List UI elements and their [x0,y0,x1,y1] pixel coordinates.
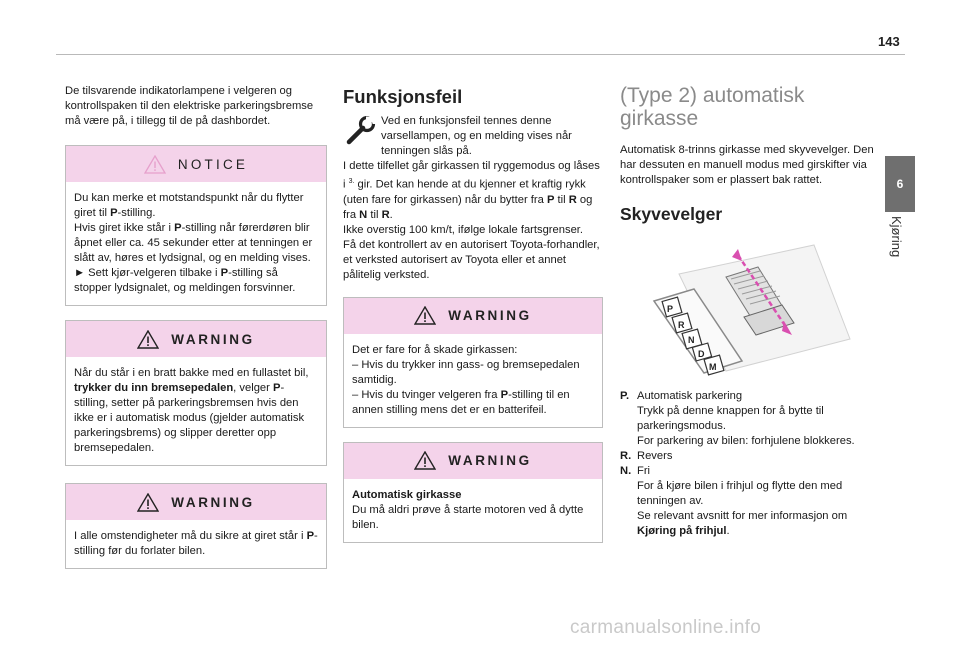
warning-box-1 [65,320,327,466]
chapter-number: 6 [896,177,904,191]
chapter-tab[interactable] [885,156,915,212]
fault-p4: Få det kontrollert av en autorisert Toyota-forhandler, et verksted autorisert av Toyota eller et annet pålitelig verksted. [343,238,600,281]
top-rule [56,54,905,55]
legend-text-n: Fri For å kjøre bilen i frihjul og flytte den med tenningen av. Se relevant avsnitt for mer informasjon om Kjøring på frihjul. [637,465,848,537]
warning-title-3: WARNING [448,308,532,324]
selector-letter-p: P [667,304,674,314]
fault-paragraph [343,114,603,283]
warning-header-1 [66,321,326,357]
gear-selector-drawing [634,239,854,377]
chapter-title: Kjøring [889,216,904,258]
fault-p2: I dette tilfellet går girkassen til ryggemodus og låses i $^{3.}$ gir. Det kan hende at du kjenner et kraftig rykk (uten fare for girkassen) når du bytter fra P til R og fra N til R. [343,160,600,221]
notice-box [65,145,327,306]
page-number: 143 [878,34,900,49]
warning-body-2 [66,520,326,568]
section-heading-funksjonsfeil: Funksjonsfeil [343,86,463,107]
column-2 [343,86,603,543]
warning3-line-3: – Hvis du tvinger velgeren fra P-stilling til en annen stilling mens det er en batterifeil. [352,388,570,416]
warning4-bold: Automatisk girkasse [352,488,462,501]
warning-box-4 [343,442,603,543]
legend-key-n: N. [620,465,632,477]
warning-header-2 [66,484,326,520]
notice-line-3: ► Sett kjør-velgeren tilbake i P-stilling så stopper lydsignalet, og meldingen forsvinner. [74,267,296,294]
warning-title-2: WARNING [171,494,255,510]
subheading-skyvevelger: Skyvevelger [620,204,723,224]
warning-header-4 [344,443,602,479]
legend-key-r: R. [620,450,632,462]
type2-intro: Automatisk 8-trinns girkasse med skyvevelger. Den har dessuten en manuell modus med girskifter via kontrollspaker som er plassert bak rattet. [620,144,874,186]
warning-triangle-icon [414,451,436,470]
selector-letter-r: R [678,320,685,330]
selector-letter-n: N [688,335,695,345]
legend-key-p: P. [620,390,630,402]
selector-letter-d: D [698,349,705,359]
notice-triangle-icon [144,155,166,174]
warning3-line-2: – Hvis du trykker inn gass- og bremsepedalen samtidig. [352,358,580,386]
warning-triangle-icon [137,330,159,349]
column-3 [620,84,876,539]
bullet-arrow-icon: ► [74,267,86,279]
warning-header-3 [344,298,602,334]
warning-title-1: WARNING [171,331,255,347]
notice-line-2: Hvis giret ikke står i P-stilling når førerdøren blir åpnet eller ca. 45 sekunder etter at tenningen er slått av, høres et lydsignal, og en melding vises. [74,222,313,264]
wrench-warning-icon [343,116,377,146]
legend-text-p: Automatisk parkering Trykk på denne knappen for å bytte til parkeringsmodus. For parkering av bilen: forhjulene blokkeres. [637,390,855,447]
section-heading-type2: (Type 2) automatisk girkasse [620,84,805,130]
warning-text-2: I alle omstendigheter må du sikre at giret står i P-stilling før du forlater bilen. [74,530,318,557]
selector-legend [620,389,876,539]
warning-title-4: WARNING [448,453,532,469]
selector-letter-m: M [709,362,717,372]
intro-paragraph: De tilsvarende indikatorlampene i velgeren og kontrollspaken til den elektriske parkeringsbremse må være på, i tillegg til de på dashbordet. [65,85,314,127]
fault-p3: Ikke overstig 100 km/t, ifølge lokale fartsgrenser. [343,223,584,236]
warning-box-2 [65,483,327,569]
warning-body-1 [66,357,326,465]
warning3-line-1: Det er fare for å skade girkassen: [352,343,518,356]
warning-body-4 [344,479,602,542]
notice-title: NOTICE [177,156,249,172]
gear-selector-illustration [634,239,854,377]
fault-p1: Ved en funksjonsfeil tennes denne varsellampen, og en melding vises når tenningen slås på. [381,115,572,157]
legend-text-r: Revers [637,450,673,462]
notice-line-1: Du kan merke et motstandspunkt når du flytter giret til P-stilling. [74,192,304,219]
warning-body-3 [344,334,602,427]
warning-box-3 [343,297,603,428]
warning4-text: Du må aldri prøve å starte motoren ved å dytte bilen. [352,503,584,531]
notice-header [66,146,326,182]
chapter-title-vertical [888,216,908,296]
warning-triangle-icon [414,306,436,325]
warning-triangle-icon [137,493,159,512]
column-1 [65,84,327,569]
notice-body [66,182,326,305]
warning-text-1: Når du står i en bratt bakke med en fullastet bil, trykker du inn bremsepedalen, velger P-stilling, setter på parkeringsbremsen hvis den ikke er i automatisk modus (gjelder automatisk parkeringsbrems) og slipper deretter opp bremsepedalen. [74,367,309,454]
footer-watermark: carmanualsonline.info [570,617,762,638]
